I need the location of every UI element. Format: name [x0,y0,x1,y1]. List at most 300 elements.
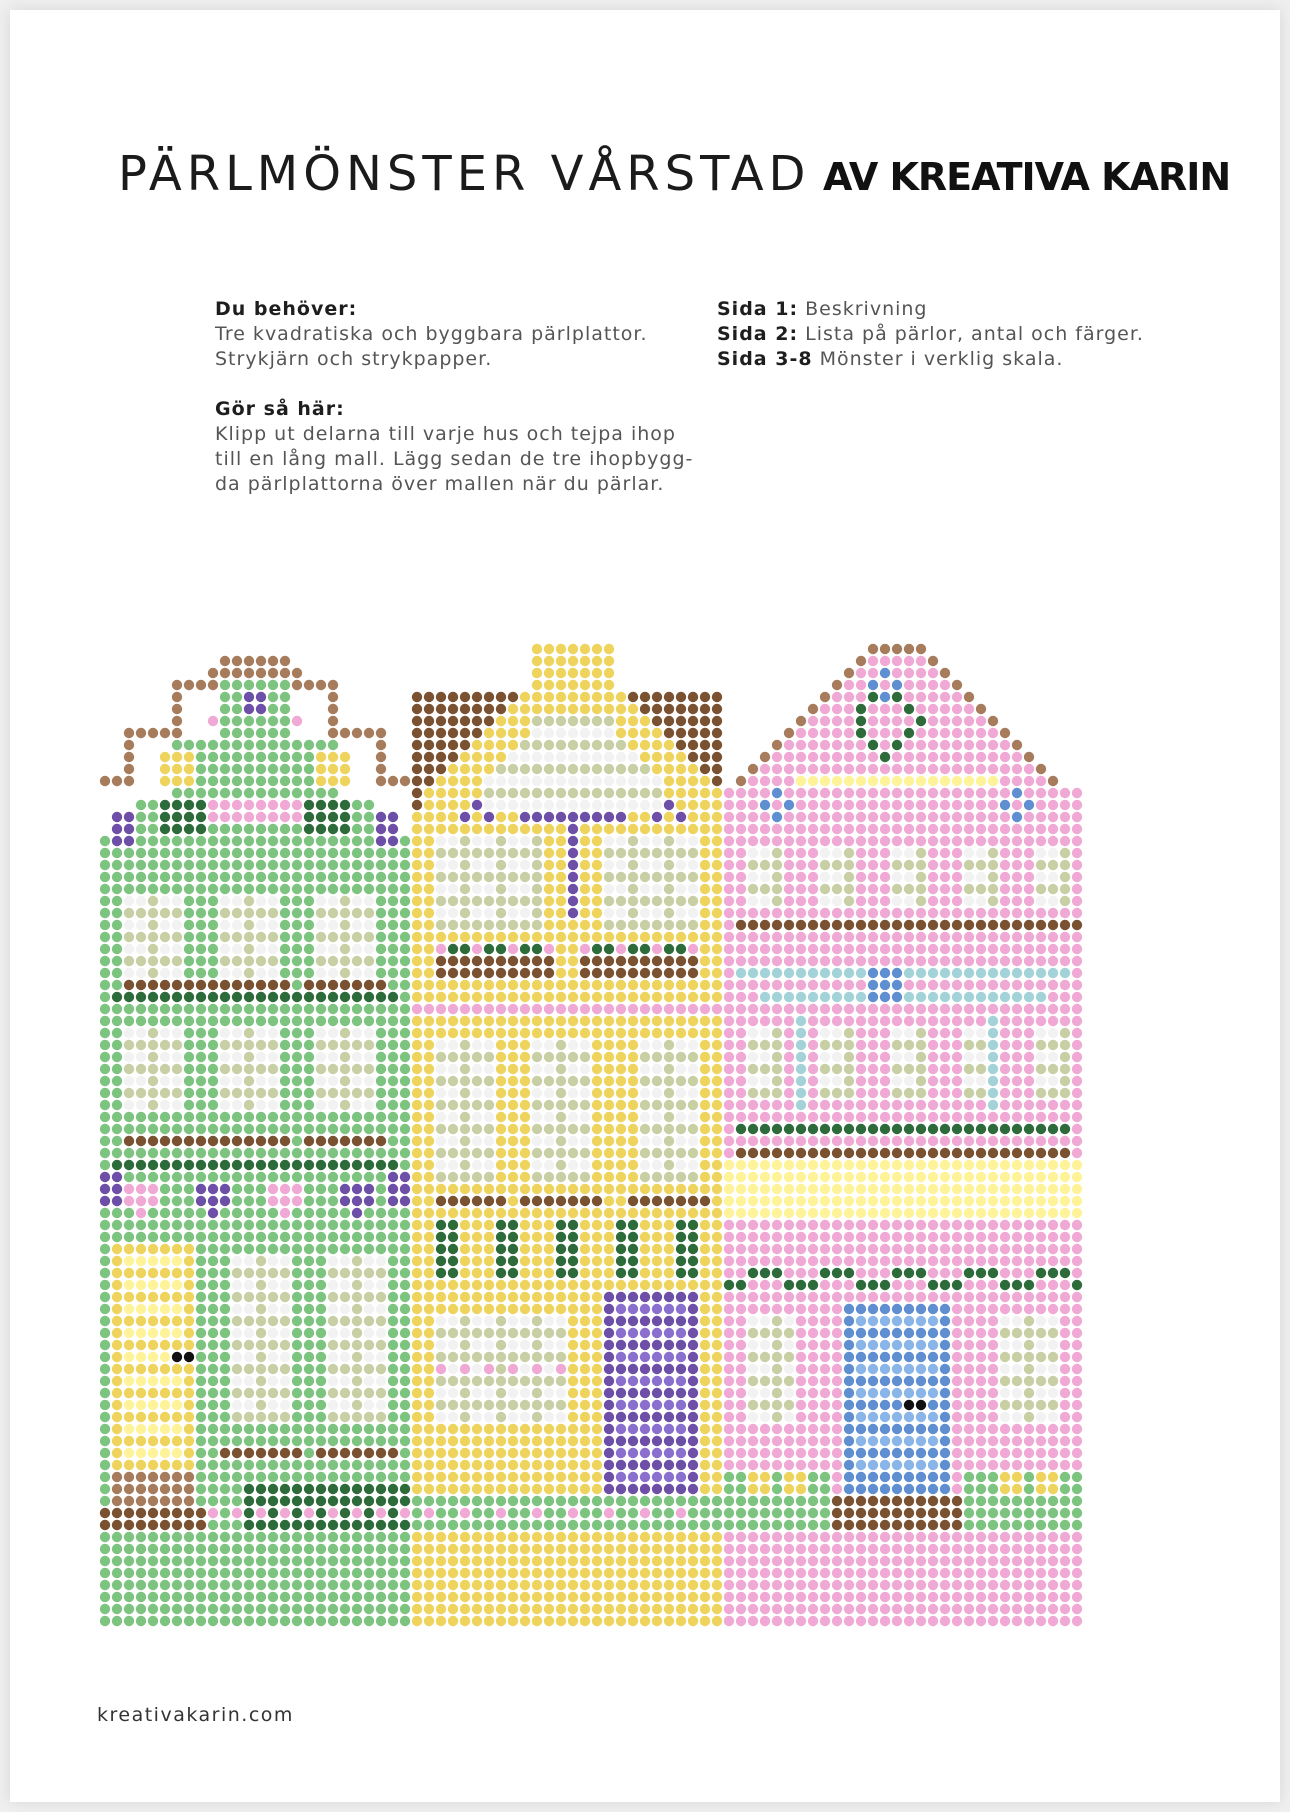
bead [232,1208,242,1218]
bead [736,824,746,834]
bead [544,1064,554,1074]
bead [712,1400,722,1410]
bead [556,1364,566,1374]
bead [808,1316,818,1326]
bead [976,1040,986,1050]
bead [196,872,206,882]
bead [220,896,230,906]
bead [436,968,446,978]
bead [1036,956,1046,966]
bead [724,1076,734,1086]
bead [208,1052,218,1062]
bead [640,1112,650,1122]
bead [772,1376,782,1386]
bead [688,1052,698,1062]
bead [208,836,218,846]
bead [700,1244,710,1254]
bead [856,1232,866,1242]
bead [484,1412,494,1422]
bead [1024,1256,1034,1266]
bead [1024,1088,1034,1098]
bead [964,1172,974,1182]
bead [664,944,674,954]
bead [976,1280,986,1290]
bead [172,1268,182,1278]
bead [940,1412,950,1422]
bead [1024,884,1034,894]
bead [952,1268,962,1278]
bead [604,680,614,690]
bead [1000,1136,1010,1146]
bead [688,1088,698,1098]
bead [580,1280,590,1290]
author-byline: AV KREATIVA KARIN [823,155,1231,199]
page-list [717,297,1197,372]
bead [724,824,734,834]
bead [580,1232,590,1242]
bead [940,1088,950,1098]
bead [604,860,614,870]
bead [532,920,542,930]
bead [796,1388,806,1398]
bead [460,1304,470,1314]
bead [1036,1220,1046,1230]
bead [256,728,266,738]
bead [232,1196,242,1206]
bead [136,872,146,882]
bead [616,944,626,954]
bead [268,800,278,810]
bead [364,836,374,846]
bead [436,932,446,942]
bead [568,1016,578,1026]
bead [592,728,602,738]
bead [472,1220,482,1230]
bead [520,848,530,858]
bead [892,1292,902,1302]
bead [376,1280,386,1290]
bead [604,1268,614,1278]
bead [244,1316,254,1326]
bead [544,1052,554,1062]
bead [1036,1352,1046,1362]
bead [292,812,302,822]
bead [676,1352,686,1362]
bead [940,1388,950,1398]
bead [580,932,590,942]
bead [148,980,158,990]
bead [544,752,554,762]
bead [172,1124,182,1134]
bead [592,812,602,822]
bead [340,884,350,894]
bead [436,1400,446,1410]
bead [172,1076,182,1086]
bead [112,1316,122,1326]
bead [904,968,914,978]
bead [820,1256,830,1266]
bead [916,776,926,786]
bead [520,1352,530,1362]
bead [460,788,470,798]
bead [592,992,602,1002]
bead [496,1088,506,1098]
bead [112,1148,122,1158]
bead [520,728,530,738]
bead [748,884,758,894]
bead [220,1124,230,1134]
bead [244,920,254,930]
bead [832,1028,842,1038]
bead [676,968,686,978]
bead [448,1064,458,1074]
bead [160,1148,170,1158]
bead [844,1124,854,1134]
bead [892,800,902,810]
bead [340,992,350,1002]
bead [568,1136,578,1146]
bead [244,764,254,774]
bead [772,1412,782,1422]
bead [784,752,794,762]
bead [1024,1040,1034,1050]
bead [940,1280,950,1290]
bead [964,896,974,906]
bead [220,1280,230,1290]
bead [256,1160,266,1170]
bead [388,1040,398,1050]
bead [328,1004,338,1014]
bead [976,848,986,858]
bead [208,1016,218,1026]
bead [556,716,566,726]
bead [364,992,374,1002]
bead [484,836,494,846]
bead [616,812,626,822]
bead [340,920,350,930]
bead [556,1376,566,1386]
bead [868,872,878,882]
bead [196,1112,206,1122]
bead [376,1124,386,1134]
bead [208,1412,218,1422]
bead [352,932,362,942]
bead [328,956,338,966]
bead [304,1400,314,1410]
bead [700,1184,710,1194]
bead [736,860,746,870]
bead [760,812,770,822]
bead [436,1328,446,1338]
bead [904,1268,914,1278]
bead [616,836,626,846]
bead [292,1220,302,1230]
bead [496,896,506,906]
bead [916,812,926,822]
bead [940,1268,950,1278]
bead [1012,884,1022,894]
bead [664,860,674,870]
bead [544,740,554,750]
bead [532,1280,542,1290]
bead [676,1064,686,1074]
bead [604,1004,614,1014]
bead [220,800,230,810]
bead [1012,1352,1022,1362]
bead [640,1100,650,1110]
bead [196,1004,206,1014]
bead [892,1160,902,1170]
bead [664,1328,674,1338]
bead [148,908,158,918]
bead [784,908,794,918]
bead [988,800,998,810]
bead [580,1124,590,1134]
page-title: PÄRLMÖNSTER VÅRSTAD [118,146,811,202]
bead [868,740,878,750]
bead [112,836,122,846]
bead [484,992,494,1002]
bead [604,1280,614,1290]
bead [364,1376,374,1386]
bead [604,872,614,882]
bead [208,752,218,762]
bead [256,1004,266,1014]
bead [136,980,146,990]
bead [904,1052,914,1062]
bead [316,1328,326,1338]
bead [292,1196,302,1206]
bead [616,1412,626,1422]
bead [232,728,242,738]
bead [316,1160,326,1170]
bead [604,932,614,942]
bead [112,1136,122,1146]
bead [376,1352,386,1362]
bead [1024,1220,1034,1230]
bead [952,1256,962,1266]
bead [1012,764,1022,774]
bead [868,1124,878,1134]
bead [748,848,758,858]
bead [592,944,602,954]
bead [124,752,134,762]
bead [160,1064,170,1074]
bead [712,896,722,906]
bead [184,764,194,774]
bead [988,716,998,726]
bead [652,764,662,774]
bead [1060,1016,1070,1026]
bead [808,1328,818,1338]
bead [136,1064,146,1074]
bead [364,1388,374,1398]
bead [808,704,818,714]
bead [676,1232,686,1242]
bead [688,1244,698,1254]
bead [880,1256,890,1266]
bead [352,1088,362,1098]
bead [700,1352,710,1362]
bead [628,716,638,726]
bead [292,1328,302,1338]
bead [208,1304,218,1314]
bead [232,1256,242,1266]
bead [592,1220,602,1230]
bead [304,788,314,798]
bead [376,1160,386,1170]
bead [1048,920,1058,930]
bead [628,752,638,762]
bead [184,1400,194,1410]
bead [652,1388,662,1398]
bead [760,1076,770,1086]
bead [532,692,542,702]
bead [1012,908,1022,918]
bead [472,836,482,846]
bead [964,1256,974,1266]
bead [556,740,566,750]
bead [496,1208,506,1218]
bead [604,1340,614,1350]
bead [976,752,986,762]
bead [628,704,638,714]
bead [808,1028,818,1038]
bead [208,1292,218,1302]
bead [508,728,518,738]
bead [664,920,674,930]
bead [124,968,134,978]
bead [796,1316,806,1326]
bead [940,1340,950,1350]
bead [460,1232,470,1242]
bead [556,764,566,774]
bead [172,728,182,738]
bead [160,1160,170,1170]
bead [1048,1280,1058,1290]
bead [712,992,722,1002]
bead [340,1064,350,1074]
bead [808,1232,818,1242]
bead [1036,1364,1046,1374]
bead [244,1400,254,1410]
bead [376,944,386,954]
bead [652,1088,662,1098]
bead [664,1364,674,1374]
bead [928,776,938,786]
bead [172,1148,182,1158]
bead [112,1004,122,1014]
bead [748,800,758,810]
bead [220,1256,230,1266]
bead [508,1304,518,1314]
bead [964,1220,974,1230]
bead [340,1364,350,1374]
bead [976,1100,986,1110]
bead [316,1232,326,1242]
bead [892,776,902,786]
bead [760,1268,770,1278]
bead [736,1004,746,1014]
bead [316,1400,326,1410]
bead [100,1076,110,1086]
bead [868,908,878,918]
bead [796,788,806,798]
bead [172,980,182,990]
bead [316,1016,326,1026]
bead [748,1388,758,1398]
bead [844,728,854,738]
bead [580,956,590,966]
bead [280,1076,290,1086]
bead [652,980,662,990]
bead [880,1352,890,1362]
bead [976,980,986,990]
bead [832,692,842,702]
bead [232,1244,242,1254]
bead [844,1304,854,1314]
bead [880,1280,890,1290]
bead [712,1004,722,1014]
bead [484,1124,494,1134]
bead [304,800,314,810]
bead [424,872,434,882]
bead [904,1184,914,1194]
bead [616,1052,626,1062]
bead [412,1340,422,1350]
bead [424,1352,434,1362]
bead [412,932,422,942]
bead [1036,1256,1046,1266]
bead [316,1412,326,1422]
bead [364,1220,374,1230]
bead [220,1016,230,1026]
bead [1000,872,1010,882]
bead [292,740,302,750]
bead [1000,1340,1010,1350]
bead [796,1280,806,1290]
bead [892,812,902,822]
bead [748,860,758,870]
bead [232,1076,242,1086]
bead [772,1016,782,1026]
bead [904,1124,914,1134]
bead [820,1328,830,1338]
bead [1024,800,1034,810]
bead [532,1148,542,1158]
bead [604,1352,614,1362]
bead [172,680,182,690]
bead [736,1076,746,1086]
bead [700,1016,710,1026]
bead [604,728,614,738]
bead [124,1124,134,1134]
bead [172,1232,182,1242]
bead [760,1280,770,1290]
bead [844,1172,854,1182]
bead [1060,1292,1070,1302]
bead [796,1196,806,1206]
bead [880,1016,890,1026]
bead [868,1256,878,1266]
bead [100,932,110,942]
bead [280,1148,290,1158]
bead [184,1004,194,1014]
bead [604,1112,614,1122]
bead [388,812,398,822]
bead [652,1076,662,1086]
bead [280,1088,290,1098]
